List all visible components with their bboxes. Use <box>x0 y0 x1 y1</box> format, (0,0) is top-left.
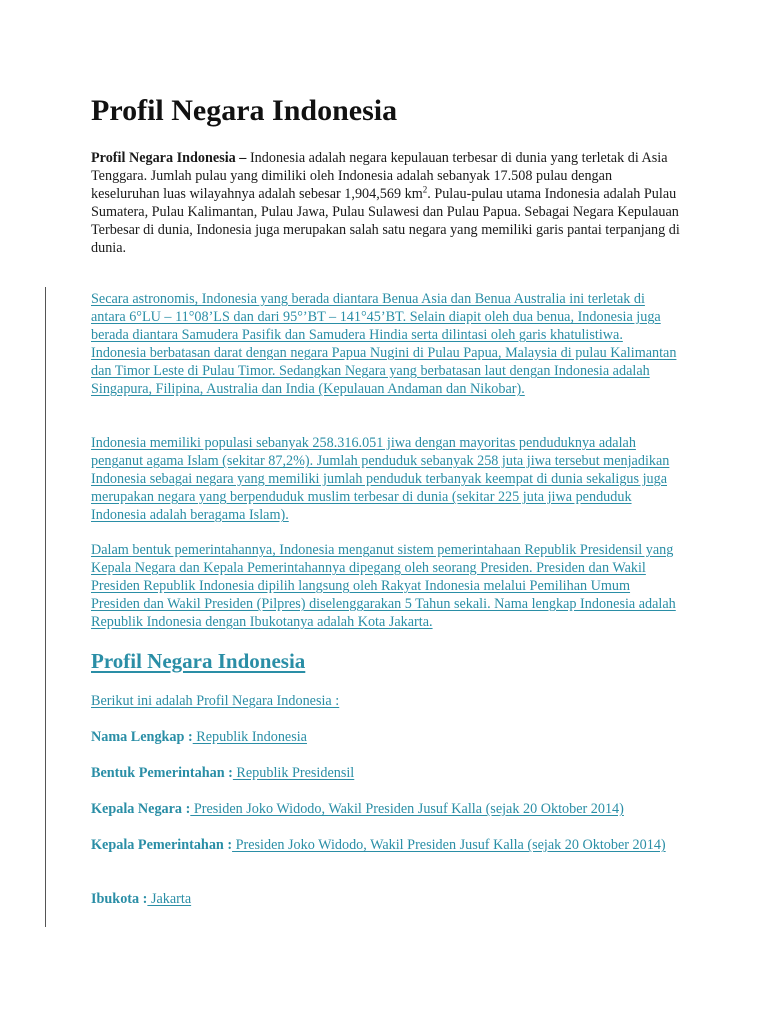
astronomy-paragraph-link[interactable] <box>91 290 681 398</box>
profile-item-value-link[interactable]: Presiden Joko Widodo, Wakil Presiden Jusuf Kalla (sejak 20 Oktober 2014) <box>190 801 624 817</box>
profile-item-label: Ibukota : <box>91 891 148 907</box>
profile-item-value-link[interactable]: Republik Indonesia <box>192 729 307 745</box>
profile-item-label: Nama Lengkap : <box>91 729 193 745</box>
section-subtitle-link[interactable]: Profil Negara Indonesia <box>91 649 306 673</box>
profile-item-label: Kepala Negara : <box>91 801 191 817</box>
profile-item-bentuk-pemerintahan <box>91 764 681 782</box>
profile-item-value-link[interactable]: Jakarta <box>147 891 192 907</box>
profile-item-ibukota <box>91 890 681 908</box>
profile-item-value-link[interactable]: Republik Presidensil <box>232 765 355 781</box>
intro-paragraph <box>91 149 681 257</box>
intro-superscript: 2 <box>422 184 428 195</box>
list-intro-link[interactable]: Berikut ini adalah Profil Negara Indonesia : <box>91 693 340 709</box>
government-paragraph-link[interactable]: Dalam bentuk pemerintahannya, Indonesia menganut sistem pemerintahaan Republik Presidensil yang Kepala Negara dan Kepala Pemerintahannya dipegang oleh seorang Presiden. Presiden dan Wakil Presiden Republik Indonesia dipilih langsung oleh Rakyat Indonesia melalui Pemilihan Umum Presiden dan Wakil Presiden (Pilpres) diselenggarakan 5 Tahun sekali. Nama lengkap Indonesia adalah Republik Indonesia dengan Ibukotanya adalah Kota Jakarta. <box>91 542 676 630</box>
profile-item-kepala-negara <box>91 800 681 818</box>
page-title: Profil Negara Indonesia <box>91 94 398 127</box>
margin-change-bar <box>45 287 46 927</box>
profile-item-kepala-pemerintahan <box>91 836 681 854</box>
intro-text-continued: . Pulau-pulau utama Indonesia adalah Pulau Sumatera, Pulau Kalimantan, Pulau Jawa, Pulau Sulawesi dan Pulau Papua. Sebagai Negara Kepulauan Terbesar di dunia, Indonesia juga merupakan salah satu negara yang memiliki garis pantai terpanjang di dunia. <box>91 186 680 256</box>
profile-item-label: Bentuk Pemerintahan : <box>91 765 233 781</box>
profile-item-nama-lengkap <box>91 728 681 746</box>
astronomy-text-part2[interactable]: Indonesia juga berada diantara Samudera Pasifik dan Samudera Hindia serta dilintasi oleh garis khatulistiwa. Indonesia berbatasan darat dengan negara Papua Nugini di Pulau Papua, Malaysia di pulau Kalimantan dan Timor Leste di Pulau Timor. Sedangkan Negara yang berbatasan laut dengan Indonesia adalah Singapura, Filipina, Australia dan India (Kepulauan Andaman dan Nikobar). <box>91 309 677 397</box>
profile-item-value-link[interactable]: Presiden Joko Widodo, Wakil Presiden Jusuf Kalla (sejak 20 Oktober 2014) <box>232 837 666 853</box>
profile-item-label: Kepala Pemerintahan : <box>91 837 233 853</box>
astronomy-text-part1[interactable]: Secara astronomis, Indonesia yang berada diantara Benua Asia dan Benua Australia ini terletak di antara 6°LU – 11°08’LS dan dari 95°’BT – 141°45’BT. Selain diapit oleh dua benua, <box>91 291 645 325</box>
intro-lead: Profil Negara Indonesia – <box>91 150 247 166</box>
intro-text: Indonesia adalah negara kepulauan terbesar di dunia yang terletak di Asia Tenggara. Jumlah pulau yang dimiliki oleh Indonesia adalah sebanyak 17.508 pulau dengan keseluruhan luas wilayahnya adalah sebesar 1,904,569 km <box>91 150 668 202</box>
population-paragraph-link[interactable]: Indonesia memiliki populasi sebanyak 258.316.051 jiwa dengan mayoritas penduduknya adalah penganut agama Islam (sekitar 87,2%). Jumlah penduduk sebanyak 258 juta jiwa tersebut menjadikan Indonesia sebagai negara yang memiliki jumlah penduduk terbanyak keempat di dunia sekaligus juga merupakan negara yang berpenduduk muslim terbesar di dunia (sekitar 225 juta jiwa penduduk Indonesia adalah beragama Islam). <box>91 435 670 523</box>
